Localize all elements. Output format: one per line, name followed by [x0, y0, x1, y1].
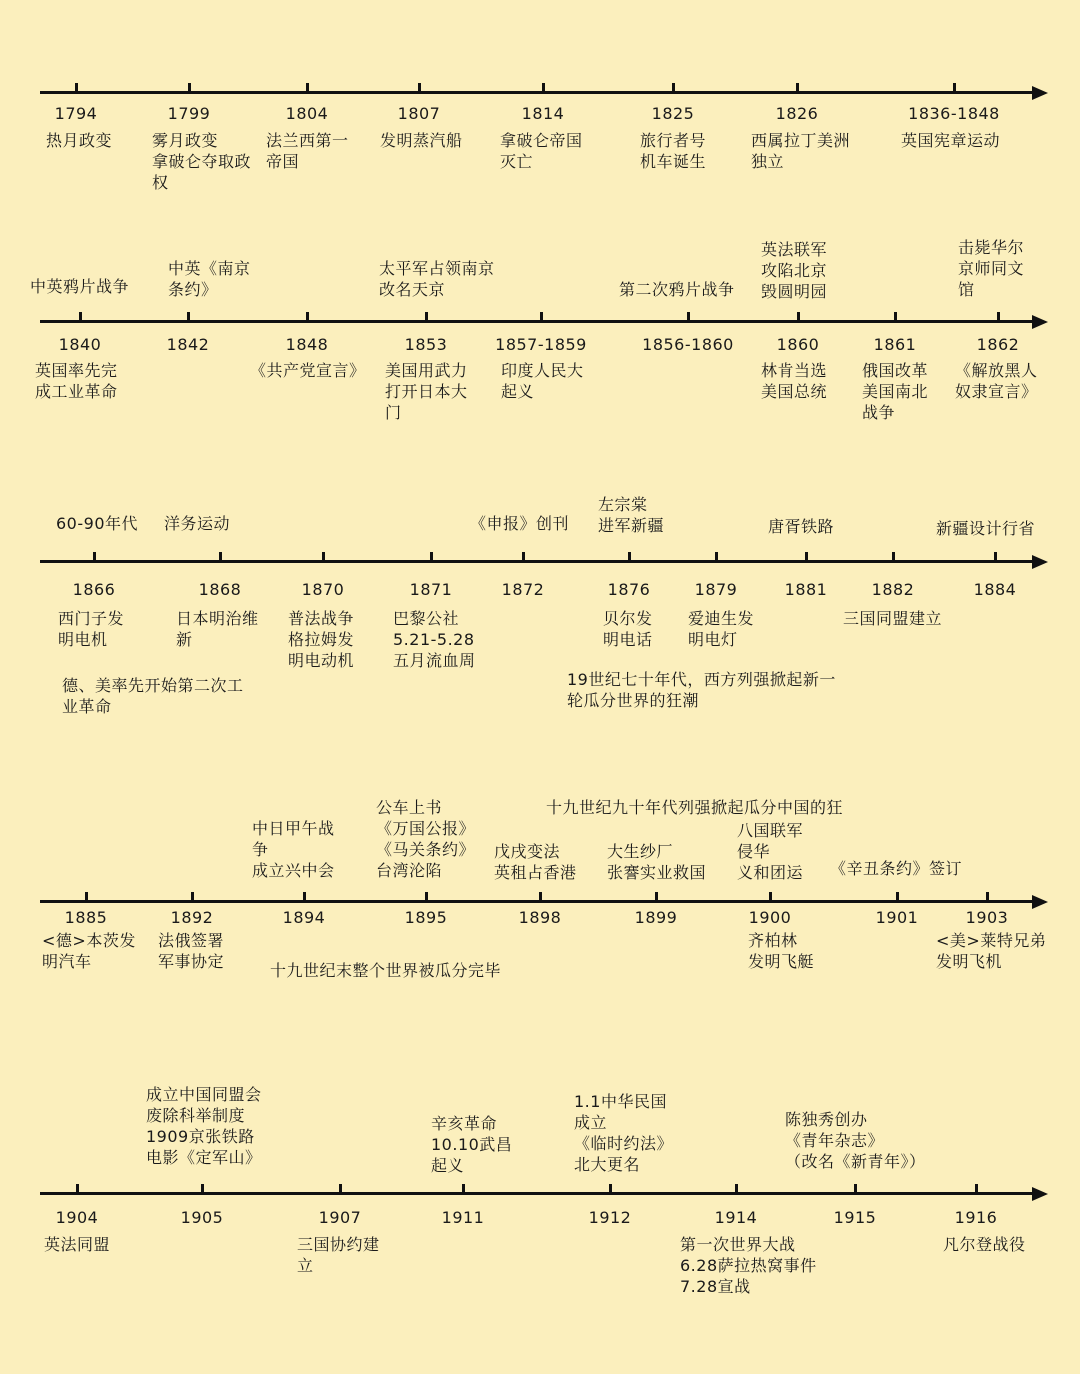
- event-above: 60-90年代: [56, 514, 138, 533]
- timeline-tick: [796, 83, 799, 92]
- year-label: 1894: [282, 908, 326, 927]
- event-above: 大生纱厂 张謇实业救国: [607, 842, 707, 882]
- year-label: 1842: [166, 335, 210, 354]
- year-label: 1892: [170, 908, 214, 927]
- year-label: 1853: [404, 335, 448, 354]
- year-label: 1814: [521, 104, 565, 123]
- event-above: 《辛丑条约》签订: [830, 859, 963, 878]
- event-below: 爱迪生发 明电灯: [688, 609, 755, 649]
- timeline-tick: [994, 552, 997, 561]
- event-below: 法俄签署 军事协定: [158, 931, 225, 971]
- event-above: 新疆设计行省: [936, 519, 1036, 538]
- event-above: 中日甲午战 争 成立兴中会: [252, 819, 335, 880]
- timeline-tick: [894, 312, 897, 321]
- event-below: 英法同盟: [44, 1235, 111, 1254]
- event-above: 辛亥革命 10.10武昌 起义: [431, 1114, 513, 1175]
- era-note: 十九世纪九十年代列强掀起瓜分中国的狂: [546, 798, 844, 817]
- event-below: 第一次世界大战 6.28萨拉热窝事件 7.28宣战: [680, 1235, 817, 1296]
- timeline-tick: [797, 312, 800, 321]
- timeline-tick: [655, 892, 658, 901]
- year-label: 1836-1848: [908, 104, 1000, 123]
- event-below: 法兰西第一 帝国: [266, 131, 349, 171]
- event-below: 西门子发 明电机: [58, 609, 125, 649]
- timeline-axis: [40, 560, 1032, 563]
- timeline-tick: [306, 83, 309, 92]
- year-label: 1866: [72, 580, 116, 599]
- timeline-axis: [40, 1192, 1032, 1195]
- timeline-tick: [735, 1184, 738, 1193]
- timeline-tick: [687, 312, 690, 321]
- event-below: <德>本茨发 明汽车: [42, 931, 136, 971]
- event-below: 日本明治维 新: [176, 609, 259, 649]
- event-below: 凡尔登战役: [943, 1235, 1026, 1254]
- timeline-tick: [201, 1184, 204, 1193]
- era-note: 19世纪七十年代，西方列强掀起新一 轮瓜分世界的狂潮: [567, 670, 836, 710]
- year-label: 1904: [55, 1208, 99, 1227]
- timeline-tick: [854, 1184, 857, 1193]
- event-below: 美国用武力 打开日本大 门: [385, 361, 468, 422]
- event-below: 三国同盟建立: [843, 609, 943, 628]
- year-label: 1862: [976, 335, 1020, 354]
- timeline-tick: [892, 552, 895, 561]
- year-label: 1840: [58, 335, 102, 354]
- year-label: 1807: [397, 104, 441, 123]
- event-below: 印度人民大 起义: [501, 361, 584, 401]
- timeline-tick: [986, 892, 989, 901]
- year-label: 1900: [748, 908, 792, 927]
- timeline-tick: [188, 83, 191, 92]
- event-above: 中英鸦片战争: [30, 277, 130, 296]
- event-below: 发明蒸汽船: [380, 131, 463, 150]
- year-label: 1898: [518, 908, 562, 927]
- timeline-tick: [85, 892, 88, 901]
- timeline-tick: [425, 892, 428, 901]
- timeline-tick: [542, 83, 545, 92]
- timeline-tick: [769, 892, 772, 901]
- timeline-tick: [539, 892, 542, 901]
- event-below: 拿破仑帝国 灭亡: [500, 131, 583, 171]
- year-label: 1885: [64, 908, 108, 927]
- year-label: 1825: [651, 104, 695, 123]
- year-label: 1879: [694, 580, 738, 599]
- timeline-tick: [322, 552, 325, 561]
- event-above: 陈独秀创办 《青年杂志》 （改名《新青年》）: [785, 1110, 926, 1171]
- timeline-tick: [425, 312, 428, 321]
- event-above: 第二次鸦片战争: [619, 280, 735, 299]
- event-above: 太平军占领南京 改名天京: [379, 259, 495, 299]
- year-label: 1860: [776, 335, 820, 354]
- event-below: 《共产党宣言》: [250, 361, 366, 380]
- event-below: 贝尔发 明电话: [603, 609, 653, 649]
- event-above: 中英《南京 条约》: [168, 259, 251, 299]
- event-above: 洋务运动: [164, 514, 231, 533]
- year-label: 1856-1860: [642, 335, 734, 354]
- year-label: 1882: [871, 580, 915, 599]
- timeline-tick: [540, 312, 543, 321]
- timeline-tick: [462, 1184, 465, 1193]
- year-label: 1884: [973, 580, 1017, 599]
- event-below: 巴黎公社 5.21-5.28 五月流血周: [393, 609, 476, 670]
- year-label: 1876: [607, 580, 651, 599]
- year-label: 1905: [180, 1208, 224, 1227]
- timeline-tick: [628, 552, 631, 561]
- event-below: 英国宪章运动: [901, 131, 1001, 150]
- timeline-tick: [430, 552, 433, 561]
- timeline-axis: [40, 900, 1032, 903]
- year-label: 1871: [409, 580, 453, 599]
- timeline-tick: [418, 83, 421, 92]
- timeline-tick: [715, 552, 718, 561]
- timeline-tick: [672, 83, 675, 92]
- event-above: 公车上书 《万国公报》 《马关条约》 台湾沦陷: [376, 798, 476, 880]
- timeline-tick: [191, 892, 194, 901]
- event-below: 林肯当选 美国总统: [761, 361, 828, 401]
- event-below: 俄国改革 美国南北 战争: [862, 361, 929, 422]
- year-label: 1799: [167, 104, 211, 123]
- year-label: 1804: [285, 104, 329, 123]
- event-above: 《申报》创刊: [470, 514, 570, 533]
- axis-arrowhead: [1032, 1187, 1048, 1201]
- year-label: 1914: [714, 1208, 758, 1227]
- axis-arrowhead: [1032, 86, 1048, 100]
- timeline-tick: [187, 312, 190, 321]
- era-note: 德、美率先开始第二次工 业革命: [62, 676, 244, 716]
- event-below: 西属拉丁美洲 独立: [751, 131, 851, 171]
- year-label: 1912: [588, 1208, 632, 1227]
- year-label: 1899: [634, 908, 678, 927]
- year-label: 1868: [198, 580, 242, 599]
- event-above: 1.1中华民国 成立 《临时约法》 北大更名: [574, 1092, 674, 1174]
- axis-arrowhead: [1032, 555, 1048, 569]
- timeline-tick: [306, 312, 309, 321]
- timeline-tick: [522, 552, 525, 561]
- timeline-tick: [76, 1184, 79, 1193]
- event-below: <美>莱特兄弟 发明飞机: [936, 931, 1047, 971]
- timeline-tick: [79, 312, 82, 321]
- event-above: 唐胥铁路: [768, 517, 835, 536]
- event-below: 齐柏林 发明飞艇: [748, 931, 815, 971]
- timeline-tick: [997, 312, 1000, 321]
- year-label: 1907: [318, 1208, 362, 1227]
- timeline-tick: [896, 892, 899, 901]
- event-below: 普法战争 格拉姆发 明电动机: [288, 609, 355, 670]
- year-label: 1881: [784, 580, 828, 599]
- year-label: 1895: [404, 908, 448, 927]
- year-label: 1901: [875, 908, 919, 927]
- event-below: 《解放黑人 奴隶宣言》: [955, 361, 1038, 401]
- timeline-tick: [219, 552, 222, 561]
- year-label: 1903: [965, 908, 1009, 927]
- year-label: 1861: [873, 335, 917, 354]
- event-below: 雾月政变 拿破仑夺取政 权: [152, 131, 252, 192]
- event-above: 戊戌变法 英租占香港: [494, 842, 577, 882]
- event-above: 左宗棠 进军新疆: [598, 495, 665, 535]
- axis-arrowhead: [1032, 315, 1048, 329]
- timeline-tick: [93, 552, 96, 561]
- event-above: 击毙华尔 京师同文 馆: [958, 238, 1025, 299]
- event-below: 英国率先完 成工业革命: [35, 361, 118, 401]
- event-below: 旅行者号 机车诞生: [640, 131, 707, 171]
- event-above: 八国联军 侵华 义和团运: [737, 821, 804, 882]
- event-below: 三国协约建 立: [297, 1235, 380, 1275]
- timeline-tick: [609, 1184, 612, 1193]
- event-above: 英法联军 攻陷北京 毁圆明园: [761, 240, 828, 301]
- timeline-tick: [339, 1184, 342, 1193]
- year-label: 1870: [301, 580, 345, 599]
- year-label: 1848: [285, 335, 329, 354]
- timeline-tick: [975, 1184, 978, 1193]
- era-note: 十九世纪末整个世界被瓜分完毕: [270, 961, 502, 980]
- year-label: 1911: [441, 1208, 485, 1227]
- event-below: 热月政变: [46, 131, 113, 150]
- year-label: 1857-1859: [495, 335, 587, 354]
- year-label: 1916: [954, 1208, 998, 1227]
- event-above: 成立中国同盟会 废除科举制度 1909京张铁路 电影《定军山》: [146, 1085, 262, 1167]
- timeline-tick: [805, 552, 808, 561]
- year-label: 1826: [775, 104, 819, 123]
- year-label: 1872: [501, 580, 545, 599]
- year-label: 1794: [54, 104, 98, 123]
- year-label: 1915: [833, 1208, 877, 1227]
- timeline-tick: [953, 83, 956, 92]
- timeline-tick: [75, 83, 78, 92]
- timeline-tick: [303, 892, 306, 901]
- axis-arrowhead: [1032, 895, 1048, 909]
